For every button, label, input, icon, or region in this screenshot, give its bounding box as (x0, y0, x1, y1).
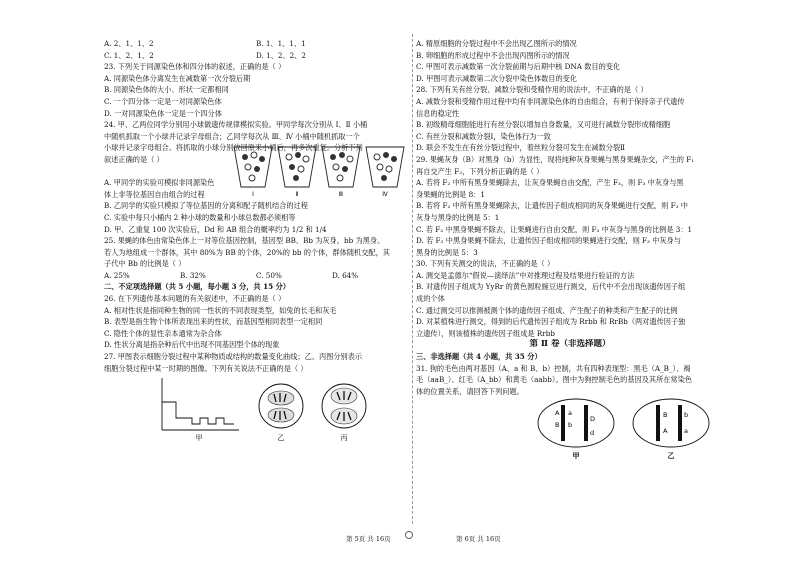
q30-option: B. 对遗传因子组成为 YyRr 的黄色圆粒豌豆进行测交，后代中不会出现该遗传因子组 (416, 282, 686, 292)
q28-option: C. 有丝分裂和减数分裂Ⅰ，染色体行为一致 (416, 131, 551, 141)
q27-option: C. 甲图可表示减数第一次分裂前期与后期中核 DNA 数目的变化 (416, 62, 621, 72)
q24-option: C. 实验中每只小桶内 2 种小球的数量和小球总数都必须相等 (104, 212, 296, 222)
gene-label: D (590, 415, 596, 424)
answer-options-row (104, 38, 408, 50)
question-29-line: 再自交产生 F₂，下列分析正确的是（ ） (416, 166, 544, 176)
q29-option: D. 若 F₂ 中黑身果蝇不除去，让遗传因子组成相同的果蝇进行交配，则 F₃ 中灰身与 (416, 236, 681, 246)
gene-label: B (663, 411, 668, 420)
gene-label: b (568, 421, 573, 430)
q23-option: C. 一个四分体一定是一对同源染色体 (104, 96, 222, 106)
part-2-title: 第 Ⅱ 卷（非选择题） (529, 339, 611, 350)
question-27: 27. 甲图表示细胞分裂过程中某种物质或结构的数量变化曲线；乙、丙图分别表示 (104, 352, 363, 362)
gene-label: d (590, 429, 595, 438)
option-a: A. 2、1、1、2 (104, 39, 154, 48)
q26-option: B. 表型是指生物个体所表现出来的性状，而基因型相同表型一定相同 (104, 317, 323, 327)
q28-option: A. 减数分裂和受精作用过程中均有非同源染色体的自由组合，有利于保持亲子代遗传 (416, 96, 685, 106)
question-28: 28. 下列有关有丝分裂、减数分裂和受精作用的说法中，不正确的是（ ） (416, 85, 648, 95)
right-column (416, 38, 724, 465)
q30-option: A. 测交是孟德尔“假说—演绎法”中对推理过程及结果进行验证的方法 (416, 270, 635, 280)
q29-option: A. 若将 F₂ 中所有黑身果蝇除去，让灰身果蝇自由交配，产生 F₃，则 F₃ 中灰身与黑 (416, 178, 684, 188)
gene-label: A (555, 409, 560, 418)
q23-option: A. 同源染色体分离发生在减数第一次分裂后期 (104, 73, 251, 83)
q26-option: D. 性状分离是指杂种后代中出现不同基因型个体的现象 (104, 340, 280, 350)
center-dot-icon (405, 531, 413, 539)
left-column (104, 38, 408, 448)
cell-label: 乙 (667, 452, 675, 461)
section-3-heading: 三、非选择题（共 4 小题，共 35 分） (416, 352, 542, 362)
q27-option: A. 精原细胞的分裂过程中不会出现乙图所示的情况 (416, 39, 577, 48)
question-24: 24. 甲、乙两位同学分别用小球做遗传规律模拟实验。甲同学每次分别从 Ⅰ、Ⅱ 小桶 (104, 120, 368, 130)
option-d: D. 1、2、2、2 (256, 50, 306, 60)
bucket-3 (322, 147, 360, 198)
question-30: 30. 下列有关测交的说法，不正确的是（ ） (416, 259, 555, 269)
cell-label: 甲 (572, 452, 580, 461)
section-2-heading: 二、不定项选择题（共 5 小题，每小题 3 分，共 15 分） (104, 282, 290, 292)
figure-bing (322, 384, 366, 442)
question-29: 29. 果蝇灰身（B）对黑身（b）为显性，现将纯种灰身果蝇与黑身果蝇杂交，产生的 F₁ (416, 154, 695, 164)
column-divider (412, 34, 413, 524)
q24-option: D. 甲、乙重复 100 次实验后，Dd 和 AB 组合的概率约为 1/2 和 1/4 (104, 224, 327, 234)
page-number-left: 第 5页 共 16页 (346, 535, 391, 543)
q28-option: 信息的稳定性 (416, 108, 460, 118)
q28-option: B. 初级精母细胞能进行有丝分裂以增加自身数量，又可进行减数分裂形成精细胞 (416, 120, 671, 130)
option-b: B. 32% (180, 270, 206, 280)
question-24-line: 叙述正确的是（ ） (104, 154, 164, 164)
option-b: B. 1、1、1、1 (256, 39, 306, 48)
question-24-line: 中随机抓取一个小球并记录字母组合；乙同学每次从 Ⅲ、Ⅳ 小桶中随机抓取一个 (104, 131, 360, 141)
question-31-line: 毛（aaB_）、红毛（A_bb）和黄毛（aabb）。图中为狗控制毛色的基因及其所在常染色 (416, 375, 693, 385)
q27-figures (104, 374, 404, 444)
gene-label: B (555, 421, 560, 430)
cell-yi (633, 399, 709, 460)
q26-option: C. 隐性个体的显性亲本通常为杂合体 (104, 328, 222, 338)
figure-yi (259, 384, 303, 442)
q27-option: B. 卵细胞的形成过程中不会出现丙图所示的情况 (416, 50, 570, 60)
option-c: C. 50% (256, 270, 282, 280)
q24-option: A. 甲同学的实验可模拟非同源染色 (104, 178, 215, 188)
page-number-right: 第 6页 共 16页 (456, 535, 501, 543)
question-31-line: 体的位置关系，请回答下列问题。 (416, 386, 524, 396)
q30-option: 立遗传），则该植株的遗传因子组成是 Rrbb (416, 328, 555, 338)
question-25: 25. 果蝇的体色由常染色体上一对等位基因控制，基因型 BB、Bb 为灰身，bb 为黑身。 (104, 236, 385, 246)
q29-option: 灰身与黑身的比例是 5：1 (416, 212, 500, 222)
q29-option: B. 若将 F₂ 中所有黑身果蝇除去，让遗传因子组成相同的灰身果蝇进行交配，则 F₃ 中 (416, 201, 688, 211)
bucket-2 (278, 147, 316, 198)
q30-option: 成的个体 (416, 294, 445, 304)
gene-label: a (568, 409, 572, 418)
option-d: D. 64% (332, 270, 359, 280)
q27-option: D. 甲图可表示减数第二次分裂中染色体数目的变化 (416, 73, 578, 83)
figure-label: 甲 (195, 434, 203, 443)
q29-option: 黑身的比例是 5：3 (416, 247, 478, 257)
bucket-label: Ⅱ (295, 190, 299, 198)
question-26: 26. 在下列遗传基本问题的有关叙述中，不正确的是（ ） (104, 294, 286, 304)
question-31: 31. 狗的毛色由两对基因（A、a 和 B、b）控制，共有四种表现型：黑毛（A_B_）、褐 (416, 363, 691, 373)
question-24-line: 小球并记录字母组合。将抓取的小球分别放回原来小桶后，再多次重复。分析下列 (104, 143, 363, 153)
gene-label: a (684, 427, 688, 436)
option-c: C. 1、2、1、2 (104, 50, 154, 60)
figure-jia (162, 378, 239, 442)
question-27-line: 细胞分裂过程中某一时期的图像。下列有关说法不正确的是（ ） (104, 363, 308, 373)
figure-label: 丙 (340, 434, 348, 443)
q28-option: D. 联会不发生在有丝分裂过程中，着丝粒分裂可发生在减数分裂Ⅱ (416, 143, 626, 153)
q24-option: 体上非等位基因自由组合的过程 (104, 189, 205, 199)
cell-jia (538, 399, 614, 460)
gene-label: A (663, 427, 668, 436)
q25-options (104, 270, 408, 282)
q24-option: B. 乙同学的实验只模拟了等位基因的分离和配子随机结合的过程 (104, 201, 308, 211)
gene-label: b (684, 411, 689, 420)
q29-option: C. 若 F₂ 中黑身果蝇不除去，让果蝇进行自由交配，则 F₃ 中灰身与黑身的比例是 3：1 (416, 224, 693, 234)
q23-option: D. 一对同源染色体一定是一个四分体 (104, 108, 222, 118)
q26-option: A. 相对性状是指同种生物的同一性状的不同表现类型，如兔的长毛和灰毛 (104, 305, 337, 315)
bucket-4 (366, 147, 404, 198)
q23-option: B. 同源染色体的大小、形状一定都相同 (104, 85, 229, 95)
answer-options-row (104, 50, 408, 62)
bucket-label: Ⅲ (338, 190, 344, 198)
bucket-1 (234, 147, 272, 198)
figure-label: 乙 (277, 434, 285, 443)
option-a: A. 25% (104, 270, 130, 280)
q29-option: 身果蝇的比例是 8：1 (416, 189, 485, 199)
question-25-line: 子代中 Bb 的比例是（ ） (104, 259, 186, 269)
q30-option: D. 对某植株进行测交，得到的后代遗传因子组成为 Rrbb 和 RrBb（两对遗传因子独 (416, 317, 686, 327)
bucket-label: Ⅰ (252, 190, 254, 198)
q31-cells-figure (416, 397, 724, 461)
q30-option: C. 通过测交可以推测被测个体的遗传因子组成、产生配子的种类和产生配子的比例 (416, 305, 678, 315)
question-25-line: 若人为地组成一个群体，其中 80%为 BB 的个体，20%的 bb 的个体，群体随机交配，其 (104, 247, 390, 257)
bucket-label: Ⅳ (382, 190, 388, 198)
question-23: 23. 下列关于同源染色体和四分体的叙述，正确的是（ ） (104, 62, 286, 72)
bucket-figure (232, 143, 408, 199)
